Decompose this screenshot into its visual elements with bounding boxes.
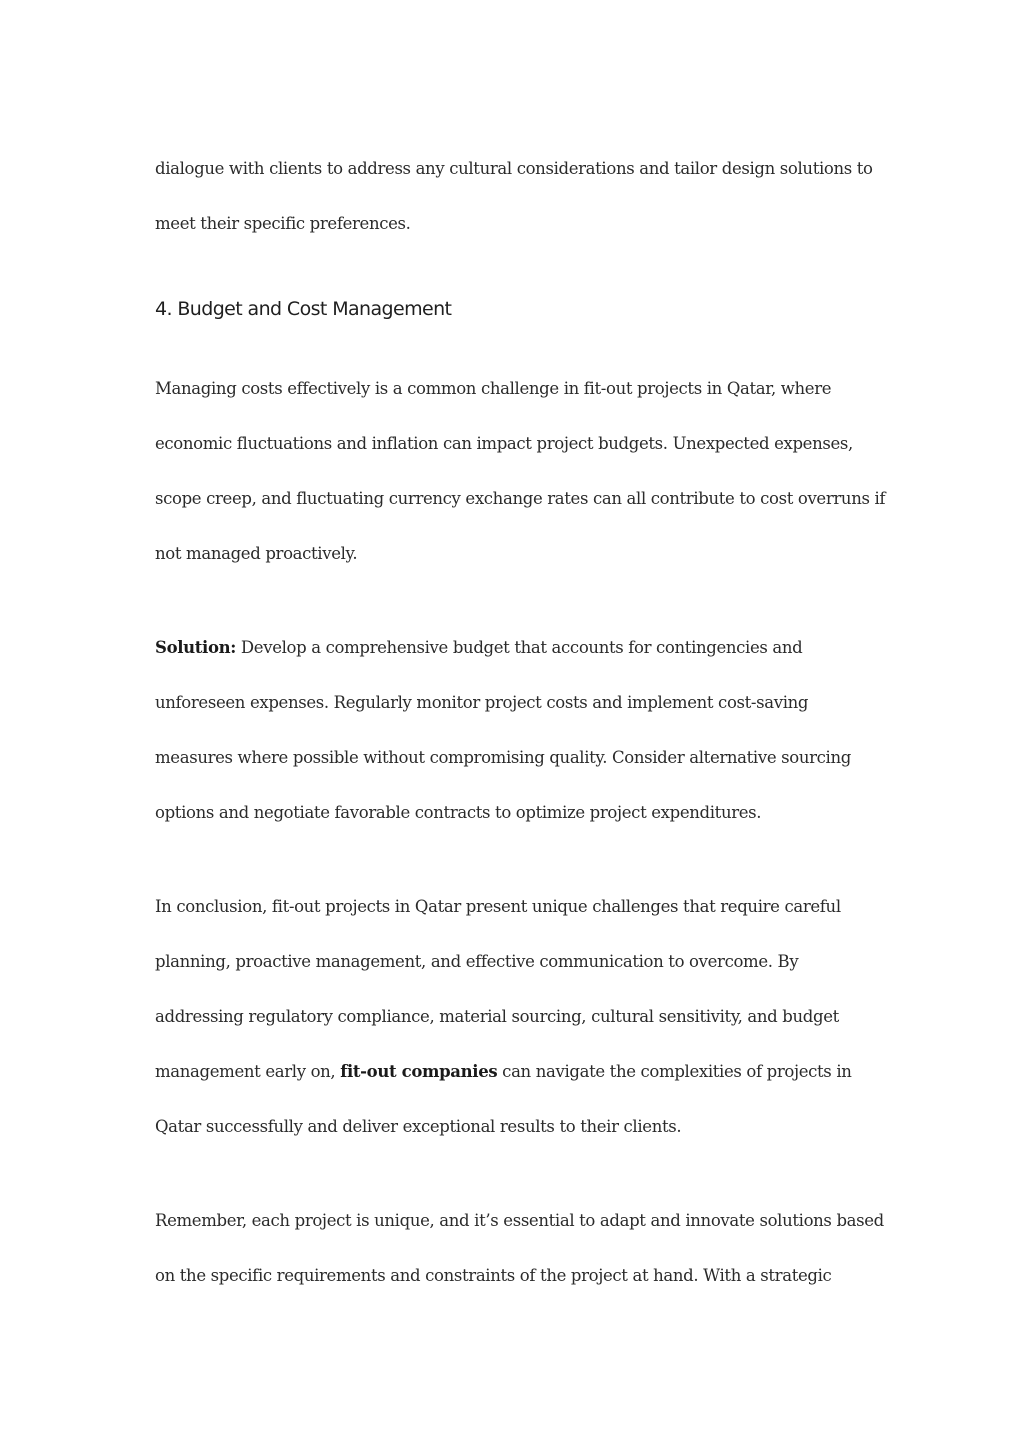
paragraph-line: meet their specific preferences. [155, 214, 411, 233]
conclusion-text: management early on, [155, 1062, 341, 1081]
paragraph-line: not managed proactively. [155, 544, 358, 563]
solution-label: Solution: [155, 638, 237, 657]
paragraph-line: In conclusion, fit-out projects in Qatar present unique challenges that require careful [155, 897, 841, 916]
paragraph-line: unforeseen expenses. Regularly monitor project costs and implement cost-saving [155, 693, 809, 712]
paragraph-line: options and negotiate favorable contracts to optimize project expenditures. [155, 803, 762, 822]
solution-text: Develop a comprehensive budget that accounts for contingencies and [236, 638, 803, 657]
paragraph-line: planning, proactive management, and effective communication to overcome. By [155, 952, 799, 971]
paragraph-line: economic fluctuations and inflation can impact project budgets. Unexpected expenses, [155, 434, 853, 453]
paragraph-line: Remember, each project is unique, and it’s essential to adapt and innovate solutions based [155, 1211, 884, 1230]
paragraph-line: on the specific requirements and constraints of the project at hand. With a strategic [155, 1266, 832, 1285]
solution-line [155, 636, 895, 660]
conclusion-text: can navigate the complexities of projects in [497, 1062, 852, 1081]
section-heading: 4. Budget and Cost Management [155, 298, 452, 320]
paragraph-line: measures where possible without compromising quality. Consider alternative sourcing [155, 748, 851, 767]
conclusion-line-with-link [155, 1060, 895, 1084]
paragraph-line: addressing regulatory compliance, material sourcing, cultural sensitivity, and budget [155, 1007, 839, 1026]
paragraph-line: Qatar successfully and deliver exceptional results to their clients. [155, 1117, 682, 1136]
fit-out-companies-link[interactable]: fit-out companies [340, 1062, 498, 1081]
paragraph-line: Managing costs effectively is a common challenge in fit-out projects in Qatar, where [155, 379, 832, 398]
paragraph-line: dialogue with clients to address any cultural considerations and tailor design solutions to [155, 159, 873, 178]
paragraph-line: scope creep, and fluctuating currency exchange rates can all contribute to cost overruns if [155, 489, 886, 508]
